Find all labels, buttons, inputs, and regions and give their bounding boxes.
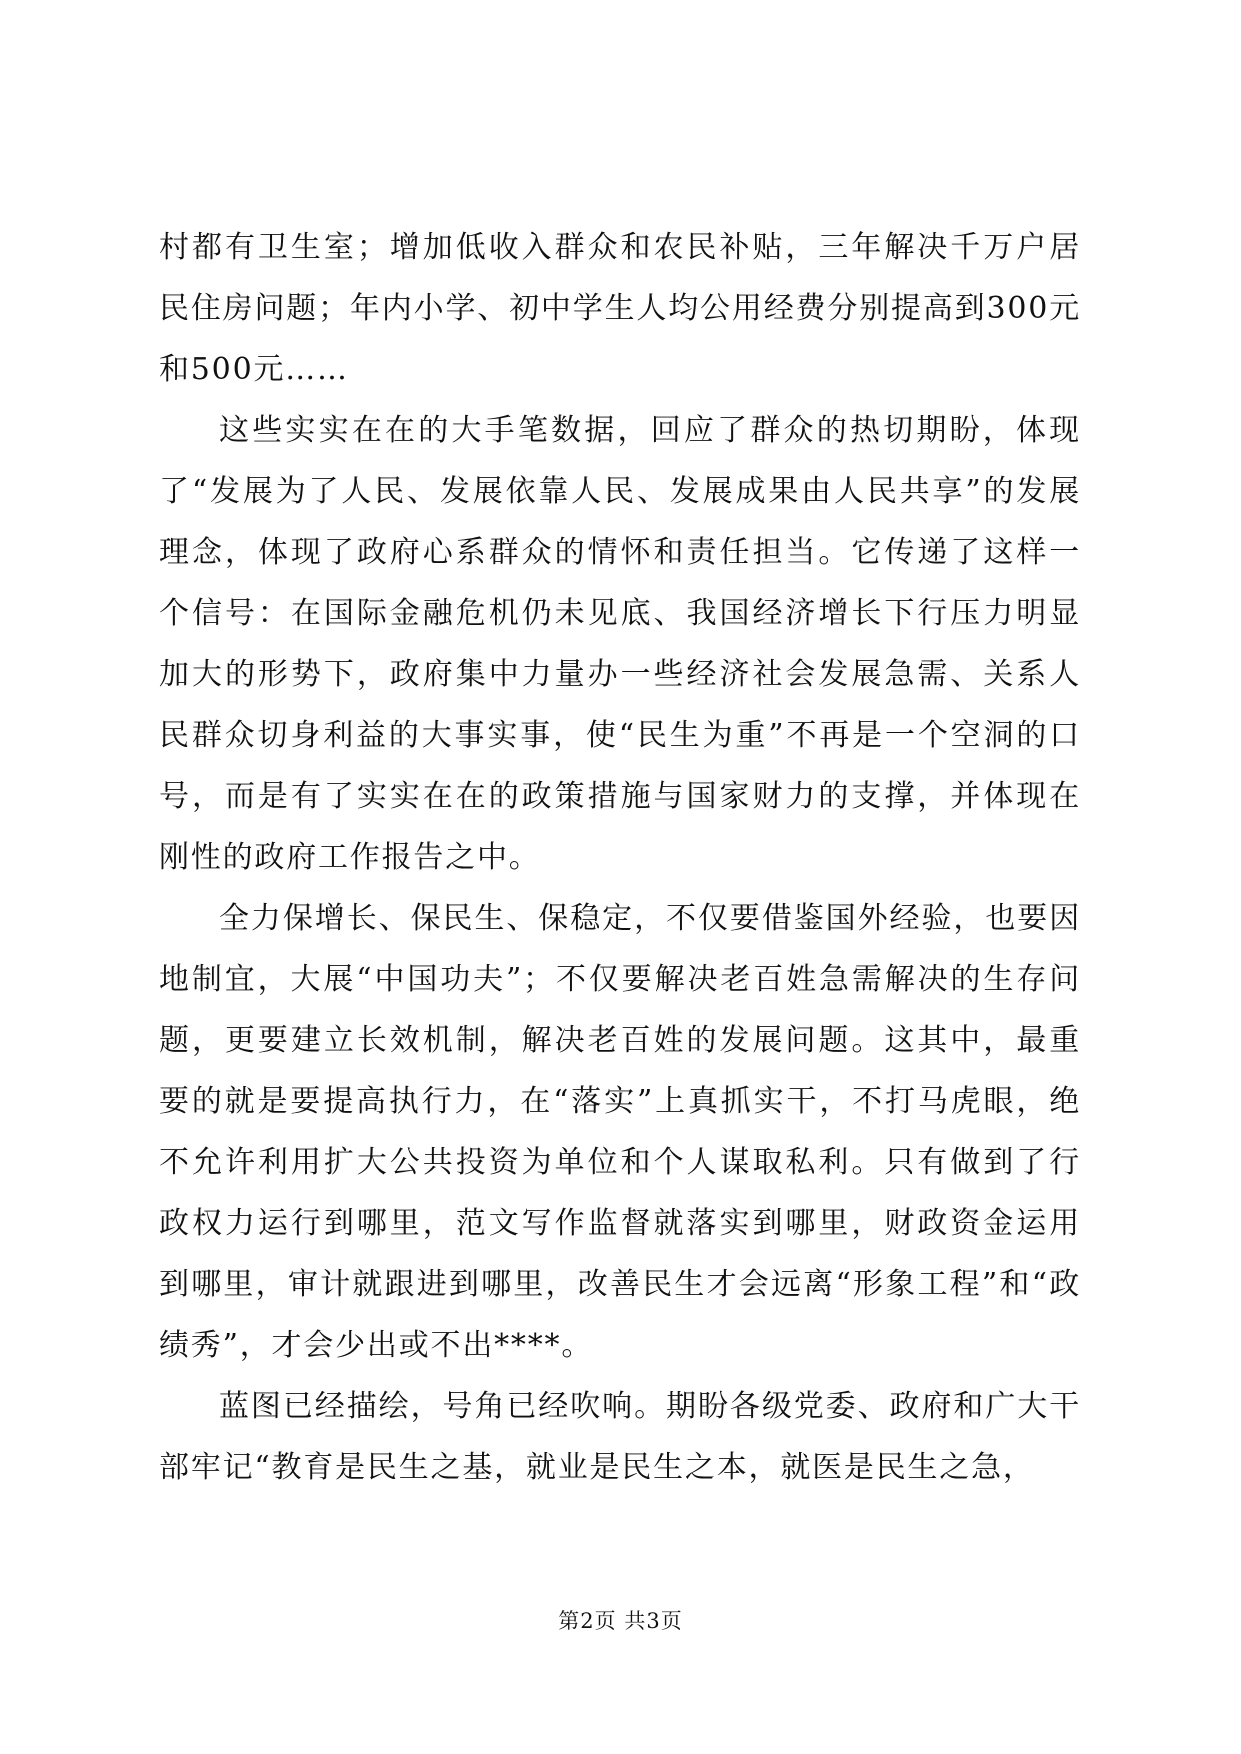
paragraph-2: 这些实实在在的大手笔数据，回应了群众的热切期盼，体现了“发展为了人民、发展依靠人民、发展成果由人民共享”的发展理念，体现了政府心系群众的情怀和责任担当。它传递了这样一个信号：在国际金融危机仍未见底、我国经济增长下行压力明显加大的形势下，政府集中力量办一些经济社会发展急需、关系人民群众切身利益的大事实事，使“民生为重”不再是一个空洞的口号，而是有了实实在在的政策措施与国家财力的支撑，并体现在刚性的政府工作报告之中。 <box>159 413 1081 875</box>
document-body <box>159 217 1081 1498</box>
paragraph-1: 村都有卫生室；增加低收入群众和农民补贴，三年解决千万户居民住房问题；年内小学、初中学生人均公用经费分别提高到300元和500元…… <box>159 230 1081 387</box>
paragraph-4: 蓝图已经描绘，号角已经吹响。期盼各级党委、政府和广大干部牢记“教育是民生之基，就业是民生之本，就医是民生之急， <box>159 1389 1081 1485</box>
page-number-footer: 第2页 共3页 <box>558 1609 683 1633</box>
paragraph-3: 全力保增长、保民生、保稳定，不仅要借鉴国外经验，也要因地制宜，大展“中国功夫”；不仅要解决老百姓急需解决的生存问题，更要建立长效机制，解决老百姓的发展问题。这其中，最重要的就是要提高执行力，在“落实”上真抓实干，不打马虎眼，绝不允许利用扩大公共投资为单位和个人谋取私利。只有做到了行政权力运行到哪里，范文写作监督就落实到哪里，财政资金运用到哪里，审计就跟进到哪里，改善民生才会远离“形象工程”和“政绩秀”，才会少出或不出****。 <box>159 901 1081 1363</box>
